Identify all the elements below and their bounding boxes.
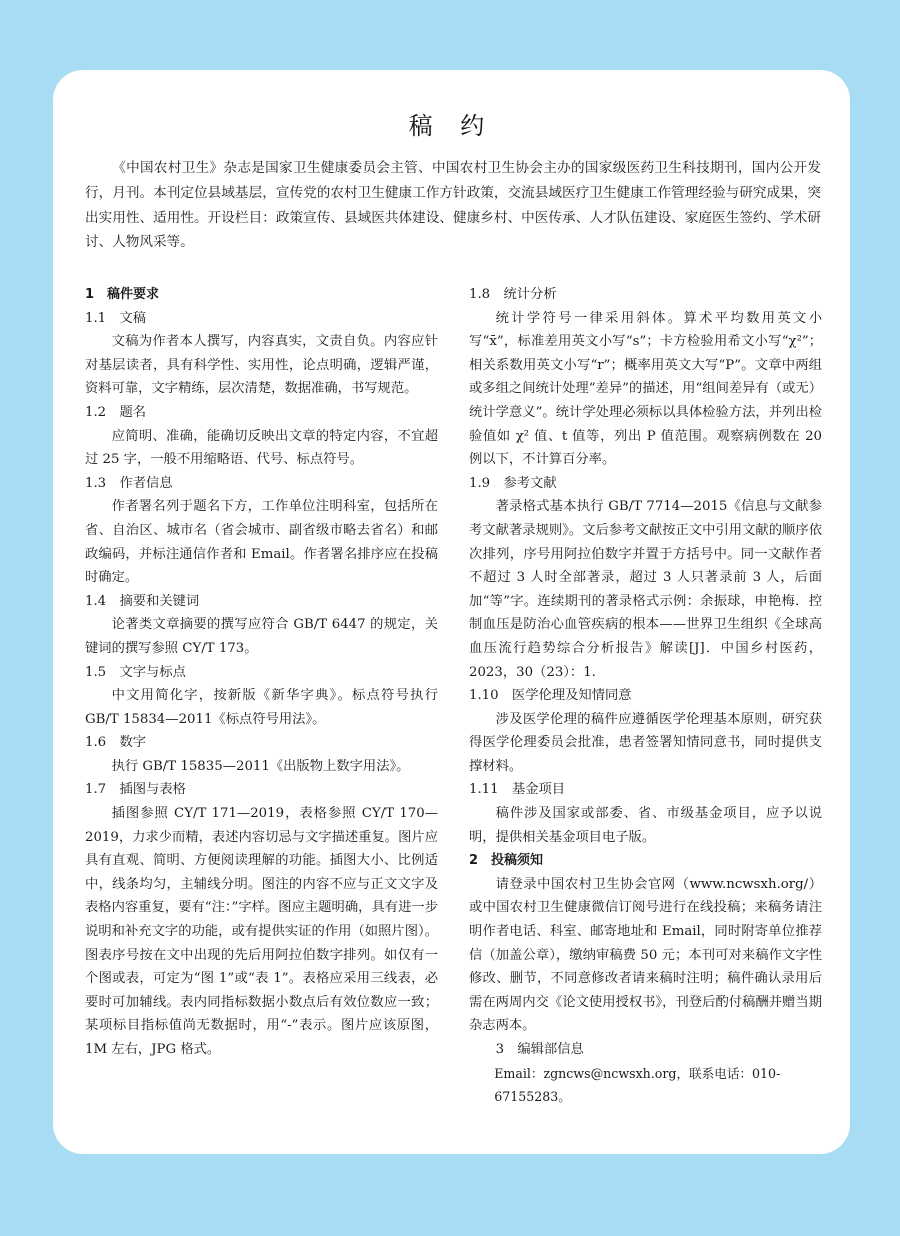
section-1-3-heading: 1.3 作者信息 (85, 475, 173, 491)
section-1-6-heading: 1.6 数字 (85, 735, 147, 751)
page-title: 稿 约 (408, 112, 495, 140)
section-1-2-heading: 1.2 题名 (85, 404, 147, 420)
section-1-5-heading: 1.5 文字与标点 (85, 664, 186, 680)
section-1-1-text: 文稿为作者本人撰写，内容真实，文责自负。内容应针对基层读者，具有科学性、实用性，论点明确，逻辑严谨，资料可靠，文字精练，层次清楚，数据准确，书写规范。 (85, 334, 438, 397)
section-1-9-heading: 1.9 参考文献 (469, 475, 557, 491)
notice-card (53, 70, 850, 1154)
intro-section (85, 156, 821, 255)
right-column (469, 283, 822, 1109)
section-1-10-text: 涉及医学伦理的稿件应遵循医学伦理基本原则，研究获得医学伦理委员会批准，患者签署知情同意书，同时提供支撑材料。 (469, 711, 822, 774)
section-1-1-heading: 1.1 文稿 (85, 310, 147, 326)
section-2-heading: 2 投稿须知 (469, 853, 544, 869)
section-1-7-text: 插图参照 CY/T 171—2019，表格参照 CY/T 170—2019，力求少而精，表述内容切忌与文字描述重复。图片应具有直观、简明、方便阅读理解的功能。插图大小、比例适中，线条均匀，主辅线分明。图注的内容不应与正文文字及表格内容重复，要有“注：”字样。图应主题明确，具有进一步说明和补充文字的功能，或有提供实证的作用（如照片图）。图表序号按在文中出现的先后用阿拉伯数字排列。如仅有一个图或表，可定为“图 1”或“表 1”。表格应采用三线表，必要时可加辅线。表内同指标数据小数点后有效位数应一致；某项标目指标值尚无数据时，用“-”表示。图片应该原图，1M 左右，JPG 格式。 (85, 806, 438, 1057)
section-1-7-heading: 1.7 插图与表格 (85, 782, 186, 798)
left-column (85, 283, 438, 1062)
section-1-2-text: 应简明、准确，能确切反映出文章的特定内容，不宜超过 25 字，一般不用缩略语、代号、标点符号。 (85, 428, 438, 468)
contact-info: Email：zgncws@ncwsxh.org，联系电话：010-67155283。 (494, 1065, 781, 1105)
section-1-3-text: 作者署名列于题名下方，工作单位注明科室，包括所在省、自治区、城市名（省会城市、副省级市略去省名）和邮政编码，并标注通信作者和 Email。作者署名排序应在投稿时确定。 (85, 499, 438, 586)
intro-paragraph: 《中国农村卫生》杂志是国家卫生健康委员会主管、中国农村卫生协会主办的国家级医药卫生科技期刊，国内公开发行，月刊。本刊定位县域基层，宣传党的农村卫生健康工作方针政策，交流县域医疗卫生健康工作管理经验与研究成果，突出实用性、适用性。开设栏目：政策宣传、县域医共体建设、健康乡村、中医传承、人才队伍建设、家庭医生签约、学术研讨、人物风采等。 (85, 160, 821, 251)
section-1-11-text: 稿件涉及国家或部委、省、市级基金项目，应予以说明，提供相关基金项目电子版。 (469, 806, 822, 845)
section-1-4-heading: 1.4 摘要和关键词 (85, 593, 200, 609)
section-3-heading: 3 编辑部信息 (495, 1042, 584, 1057)
section-1-6-text: 执行 GB/T 15835—2011《出版物上数字用法》。 (111, 758, 410, 774)
section-1-heading: 1 稿件要求 (85, 287, 160, 302)
section-1-11-heading: 1.11 基金项目 (469, 782, 566, 798)
section-2-text: 请登录中国农村卫生协会官网（www.ncwsxh.org/）或中国农村卫生健康微信订阅号进行在线投稿；来稿务请注明作者电话、科室、邮寄地址和 Email，同时附寄单位推荐信（加盖公章），缴纳审稿费 50 元；本刊可对来稿作文字性修改、删节，不同意修改者请来稿时注明；稿件确认录用后需在两周内交《论文使用授权书》，刊登后酌付稿酬并赠当期杂志两本。 (469, 876, 822, 1034)
section-1-9-text: 著录格式基本执行 GB/T 7714—2015《信息与文献参考文献著录规则》。文后参考文献按正文中引用文献的顺序依次排列，序号用阿拉伯数字并置于方括号中。同一文献作者不超过 3 人时全部著录，超过 3 人只著录前 3 人，后面加“等”字。连续期刊的著录格式示例：余振球，申艳梅．控制血压是防治心血管疾病的根本——世界卫生组织《全球高血压流行趋势综合分析报告》解读[J]．中国乡村医药，2023，30（23）：1. (469, 499, 822, 680)
section-1-8-heading: 1.8 统计分析 (469, 287, 557, 302)
section-1-4-text: 论著类文章摘要的撰写应符合 GB/T 6447 的规定，关键词的撰写参照 CY/T 173。 (85, 617, 438, 656)
section-1-5-text: 中文用简化字，按新版《新华字典》。标点符号执行 GB/T 15834—2011《标点符号用法》。 (85, 688, 438, 727)
section-1-8-text: 统计学符号一律采用斜体。算术平均数用英文小写“x̄”，标准差用英文小写“s”；卡方检验用希文小写“χ²”；相关系数用英文小写“r”；概率用英文大写“P”。文章中两组或多组之间统计处理“差异”的描述，用“组间差异有（或无）统计学意义”。统计学处理必须标以具体检验方法，并列出检验值如 χ² 值、t 值等，列出 P 值范围。观察病例数在 20 例以下，不计算百分率。 (469, 310, 822, 468)
section-1-10-heading: 1.10 医学伦理及知情同意 (469, 688, 632, 704)
